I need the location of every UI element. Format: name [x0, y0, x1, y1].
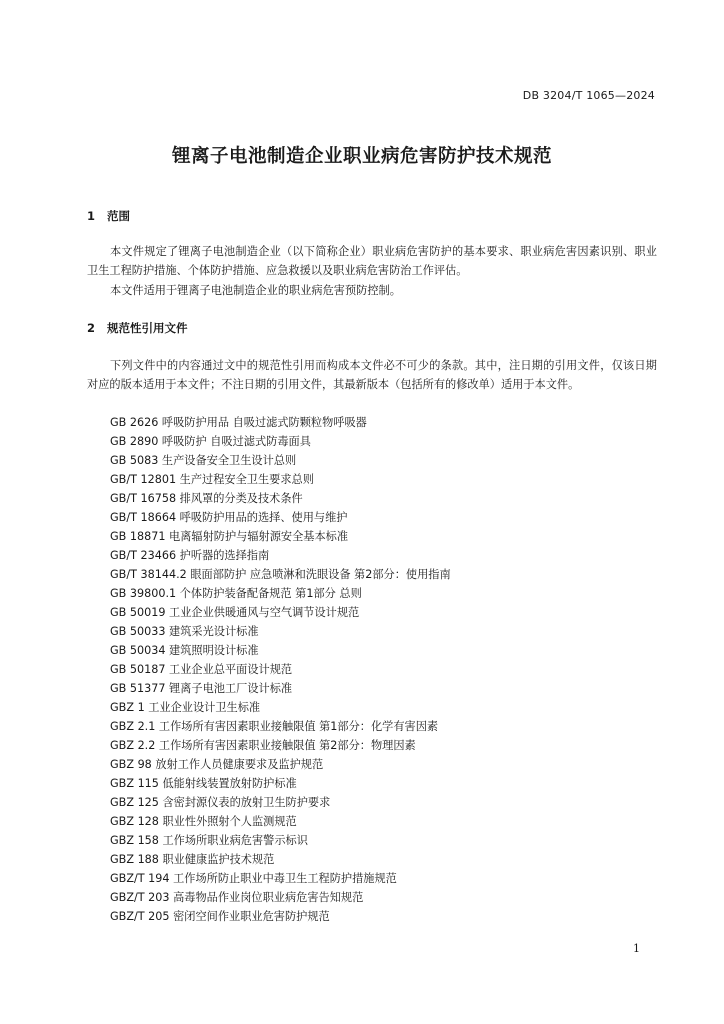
section-title: 范围 [107, 209, 130, 223]
section-number: 1 [87, 209, 96, 223]
section-title: 规范性引用文件 [107, 321, 188, 335]
reference-item: GBZ 125 含密封源仪表的放射卫生防护要求 [110, 796, 331, 809]
document-code: DB 3204/T 1065—2024 [522, 89, 655, 102]
reference-item: GB/T 38144.2 眼面部防护 应急喷淋和洗眼设备 第2部分：使用指南 [110, 568, 451, 581]
reference-item: GBZ/T 205 密闭空间作业职业危害防护规范 [110, 910, 330, 923]
reference-item: GBZ/T 194 工作场所防止职业中毒卫生工程防护措施规范 [110, 872, 397, 885]
reference-item: GB 2890 呼吸防护 自吸过滤式防毒面具 [110, 435, 311, 448]
scope-paragraph-2: 本文件适用于锂离子电池制造企业的职业病危害预防控制。 [110, 284, 401, 297]
reference-item: GBZ 98 放射工作人员健康要求及监护规范 [110, 758, 324, 771]
reference-item: GB 5083 生产设备安全卫生设计总则 [110, 454, 297, 467]
reference-item: GB/T 16758 排风罩的分类及技术条件 [110, 492, 303, 505]
reference-item: GB 51377 锂离子电池工厂设计标准 [110, 682, 293, 695]
section-number: 2 [87, 321, 96, 335]
references-intro-paragraph: 下列文件中的内容通过文中的规范性引用而构成本文件必不可少的条款。其中，注日期的引用文件，仅该日期对应的版本适用于本文件；不注日期的引用文件，其最新版本（包括所有的修改单）适用于本文件。 [87, 359, 657, 391]
reference-item: GBZ 128 职业性外照射个人监测规范 [110, 815, 297, 828]
reference-item: GBZ 2.2 工作场所有害因素职业接触限值 第2部分：物理因素 [110, 739, 416, 752]
reference-item: GBZ/T 203 高毒物品作业岗位职业病危害告知规范 [110, 891, 364, 904]
page-number: 1 [633, 942, 640, 955]
reference-item: GB 39800.1 个体防护装备配备规范 第1部分 总则 [110, 587, 362, 600]
scope-paragraph-1: 本文件规定了锂离子电池制造企业（以下简称企业）职业病危害防护的基本要求、职业病危害因素识别、职业卫生工程防护措施、个体防护措施、应急救援以及职业病危害防治工作评估。 [87, 245, 657, 277]
reference-item: GBZ 115 低能射线装置放射防护标准 [110, 777, 297, 790]
document-title: 锂离子电池制造企业职业病危害防护技术规范 [171, 146, 552, 167]
reference-item: GBZ 2.1 工作场所有害因素职业接触限值 第1部分：化学有害因素 [110, 720, 439, 733]
section-heading-scope [87, 208, 130, 224]
reference-item: GB 50187 工业企业总平面设计规范 [110, 663, 293, 676]
reference-item: GB 50034 建筑照明设计标准 [110, 644, 259, 657]
reference-item: GBZ 1 工业企业设计卫生标准 [110, 701, 261, 714]
reference-item: GB 18871 电离辐射防护与辐射源安全基本标准 [110, 530, 349, 543]
section-heading-normative-references [87, 320, 188, 336]
reference-list [110, 413, 451, 926]
reference-item: GB/T 18664 呼吸防护用品的选择、使用与维护 [110, 511, 348, 524]
reference-item: GB/T 23466 护听器的选择指南 [110, 549, 270, 562]
reference-item: GB 2626 呼吸防护用品 自吸过滤式防颗粒物呼吸器 [110, 416, 367, 429]
reference-item: GBZ 158 工作场所职业病危害警示标识 [110, 834, 308, 847]
reference-item: GB 50019 工业企业供暖通风与空气调节设计规范 [110, 606, 360, 619]
reference-item: GB/T 12801 生产过程安全卫生要求总则 [110, 473, 314, 486]
reference-item: GBZ 188 职业健康监护技术规范 [110, 853, 275, 866]
reference-item: GB 50033 建筑采光设计标准 [110, 625, 259, 638]
